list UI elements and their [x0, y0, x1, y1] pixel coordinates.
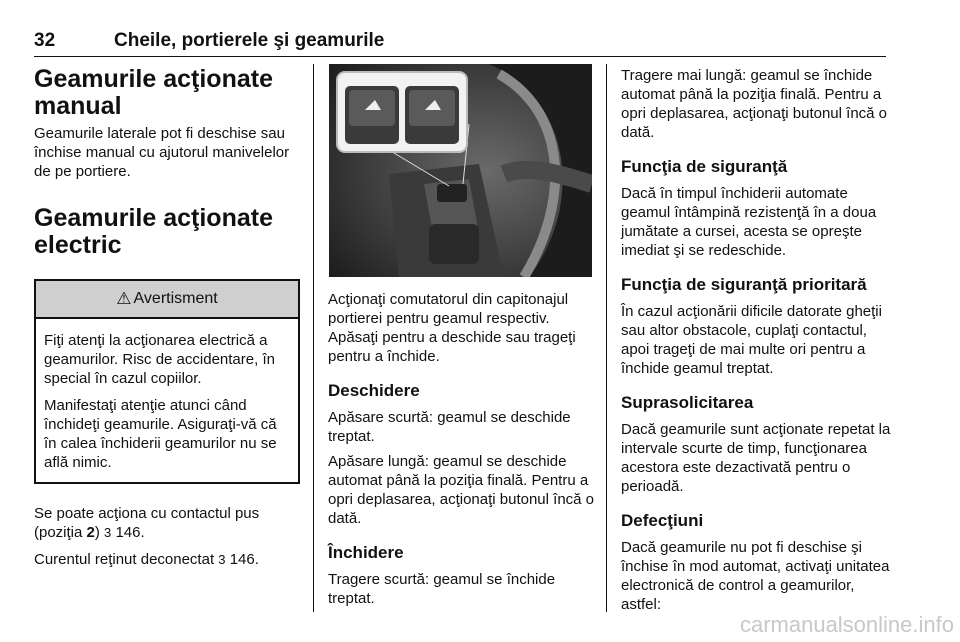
page-number: 32	[34, 30, 56, 51]
column-middle	[328, 284, 594, 608]
warning-triangle-icon: ⚠	[116, 289, 132, 308]
warning-title: Avertisment	[133, 290, 218, 307]
open-long-text: Apăsare lungă: geamul se deschide automat până la poziţia finală. Pentru a opri deplasarea, acţionaţi butonul încă o dată.	[328, 453, 595, 527]
watermark: carmanualsonline.info	[739, 612, 954, 637]
column-divider	[606, 64, 607, 612]
chapter-title: Cheile, portierele şi geamurile	[114, 30, 385, 51]
column-divider	[313, 64, 314, 612]
header-rule	[34, 56, 886, 57]
section-title-manual: Geamurile acţionate manual	[34, 65, 273, 120]
column-left	[34, 66, 304, 569]
manual-windows-text: Geamurile laterale pot fi deschise sau închise manual cu ajutorul manivelelor de pe portiere.	[34, 125, 290, 180]
open-short-text: Apăsare scurtă: geamul se deschide treptat.	[328, 409, 571, 445]
heading-overload: Suprasolicitarea	[621, 393, 754, 412]
warning-text-2: Manifestaţi atenţie atunci când închideţi geamurile. Asiguraţi-vă că în calea închiderii geamurilor nu se află nimic.	[44, 397, 277, 471]
overload-text: Dacă geamurile sunt acţionate repetat la intervale scurte de timp, funcţionarea acestora este dezactivată pentru o perioadă.	[621, 421, 891, 495]
warning-header	[36, 281, 298, 319]
warning-text-1: Fiţi atenţi la acţionarea electrică a geamurilor. Risc de accidentare, în special în cazul copiilor.	[44, 332, 275, 387]
retained-power-text: Curentul reţinut deconectat 3 146.	[34, 551, 259, 568]
page-ref-arrow-icon: 3	[218, 552, 226, 567]
close-short-text: Tragere scurtă: geamul se închide treptat.	[328, 571, 556, 607]
ignition-text: Se poate acţiona cu contactul pus (poziţia 2) 3 146.	[34, 505, 260, 541]
heading-safety: Funcţia de siguranţă	[621, 157, 788, 176]
heading-open: Deschidere	[328, 381, 420, 400]
window-switch-photo	[329, 64, 592, 277]
warning-body	[36, 319, 298, 482]
column-right	[621, 66, 891, 614]
safety-text: Dacă în timpul închiderii automate geamul întâmpină rezistenţă în a doua jumătate a cursei, acesta se opreşte imediat şi se redeschide.	[621, 185, 877, 259]
page-header	[34, 30, 886, 54]
heading-faults: Defecţiuni	[621, 511, 704, 530]
section-title-electric: Geamurile acţionate electric	[34, 204, 273, 259]
switch-intro-text: Acţionaţi comutatorul din capitonajul portierei pentru geamul respectiv. Apăsaţi pentru a deschide sau trageţi pentru a închide.	[328, 291, 576, 365]
heading-close: Închidere	[328, 543, 404, 562]
warning-box	[34, 279, 300, 484]
override-text: În cazul acţionării dificile datorate gheţii sau altor obstacole, cuplaţi contactul, apoi trageţi de mai multe ori pentru a închide geamul treptat.	[621, 303, 882, 377]
close-long-text: Tragere mai lungă: geamul se închide automat până la poziţia finală. Pentru a opri deplasarea, acţionaţi butonul încă o dată.	[621, 67, 888, 141]
door-switch-illustration	[329, 64, 592, 277]
heading-override: Funcţia de siguranţă prioritară	[621, 275, 867, 294]
fault-text: Dacă geamurile nu pot fi deschise şi închise în mod automat, activaţi unitatea electronică de control a geamurilor, astfel:	[621, 539, 890, 613]
page-ref[interactable]: 146.	[229, 551, 259, 568]
page-ref[interactable]: 146.	[115, 524, 145, 541]
page-ref-arrow-icon: 3	[104, 525, 112, 540]
